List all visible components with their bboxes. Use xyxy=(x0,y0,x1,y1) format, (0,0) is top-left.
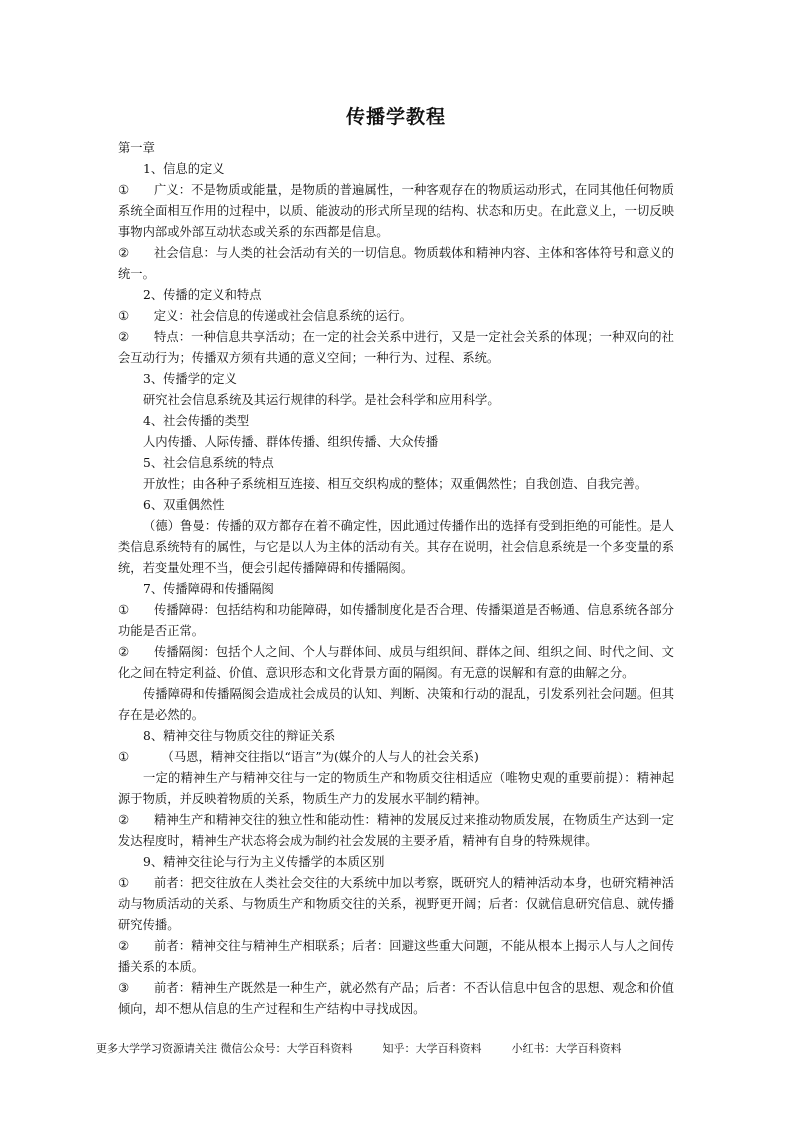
paragraph xyxy=(118,936,674,978)
paragraph: 一定的精神生产与精神交往与一定的物质生产和物质交往相适应（唯物史观的重要前提）：精神起源于物质，并反映着物质的关系，物质生产力的发展水平制约精神。 xyxy=(118,771,674,806)
section-heading: 4、社会传播的类型 xyxy=(143,414,250,428)
section-heading: 5、社会信息系统的特点 xyxy=(143,456,274,470)
section-heading: 2、传播的定义和特点 xyxy=(143,288,262,302)
list-marker: ① xyxy=(118,876,130,890)
list-marker: ① xyxy=(118,183,130,197)
list-marker: ① xyxy=(118,603,130,617)
footer-zhihu: 知乎：大学百科资料 xyxy=(382,1042,482,1055)
list-marker: ① xyxy=(118,750,130,764)
section-heading: 9、精神交往论与行为主义传播学的本质区别 xyxy=(143,855,385,869)
document-page xyxy=(118,104,674,1020)
document-title: 传播学教程 xyxy=(345,106,446,128)
list-marker: ② xyxy=(118,939,130,953)
list-marker: ① xyxy=(118,309,130,323)
list-marker: ② xyxy=(118,246,130,260)
paragraph xyxy=(118,978,674,1020)
paragraph-text: 前者：精神生产既然是一种生产，就必然有产品；后者：不否认信息中包含的思想、观念和价值倾向，却不想从信息的生产过程和生产结构中寻找成因。 xyxy=(118,981,674,1016)
list-marker: ② xyxy=(118,813,130,827)
paragraph xyxy=(118,327,674,369)
paragraph-text: 传播障碍：包括结构和功能障碍，如传播制度化是否合理、传播渠道是否畅通、信息系统各部分功能是否正常。 xyxy=(118,603,674,638)
section-heading: 1、信息的定义 xyxy=(143,162,225,176)
list-marker: ② xyxy=(118,645,130,659)
paragraph: 研究社会信息系统及其运行规律的科学。是社会科学和应用科学。 xyxy=(143,393,500,407)
section-heading: 8、精神交往与物质交往的辩证关系 xyxy=(143,729,336,743)
paragraph-text: 传播隔阂：包括个人之间、个人与群体间、成员与组织间、群体之间、组织之间、时代之间、文化之间在特定利益、价值、意识形态和文化背景方面的隔阂。有无意的误解和有意的曲解之分。 xyxy=(118,645,674,680)
footer-wechat: 更多大学学习资源请关注 微信公众号：大学百科资料 xyxy=(96,1042,353,1055)
paragraph xyxy=(118,747,674,768)
paragraph-text: （马恩，精神交往指以“语言”为(媒介的人与人的社会关系) xyxy=(161,750,479,764)
paragraph xyxy=(118,600,674,642)
paragraph xyxy=(118,873,674,936)
paragraph: 开放性；由各种子系统相互连接、相互交织构成的整体；双重偶然性；自我创造、自我完善。 xyxy=(143,477,648,491)
paragraph xyxy=(118,810,674,852)
chapter-heading: 第一章 xyxy=(118,141,155,155)
paragraph xyxy=(118,642,674,684)
section-heading: 3、传播学的定义 xyxy=(143,372,237,386)
paragraph-text: 前者：把交往放在人类社会交往的大系统中加以考察，既研究人的精神活动本身，也研究精神活动与物质活动的关系、与物质生产和物质交往的关系，视野更开阔；后者：仅就信息研究信息、就传播研究传播。 xyxy=(118,876,674,932)
paragraph-text: 定义：社会信息的传递或社会信息系统的运行。 xyxy=(153,309,412,323)
paragraph xyxy=(118,180,674,243)
page-footer xyxy=(96,1041,652,1057)
list-marker: ③ xyxy=(118,981,130,995)
paragraph-text: 精神生产和精神交往的独立性和能动性：精神的发展反过来推动物质发展，在物质生产达到一定发达程度时，精神生产状态将会成为制约社会发展的主要矛盾，精神有自身的特殊规律。 xyxy=(118,813,674,848)
section-heading: 7、传播障碍和传播隔阂 xyxy=(143,582,274,596)
section-heading: 6、双重偶然性 xyxy=(143,498,225,512)
paragraph-text: 前者：精神交往与精神生产相联系；后者：回避这些重大问题，不能从根本上揭示人与人之间传播关系的本质。 xyxy=(118,939,674,974)
paragraph: 传播障碍和传播隔阂会造成社会成员的认知、判断、决策和行动的混乱，引发系列社会问题。但其存在是必然的。 xyxy=(118,687,674,722)
paragraph-text: 社会信息：与人类的社会活动有关的一切信息。物质载体和精神内容、主体和客体符号和意义的统一。 xyxy=(118,246,674,281)
paragraph: （德）鲁曼：传播的双方都存在着不确定性，因此通过传播作出的选择有受到拒绝的可能性。是人类信息系统特有的属性，与它是以人为主体的活动有关。其存在说明，社会信息系统是一个多变量的系统，若变量处理不当，便会引起传播障碍和传播隔阂。 xyxy=(118,519,674,575)
paragraph-text: 特点：一种信息共享活动；在一定的社会关系中进行，又是一定社会关系的体现；一种双向的社会互动行为；传播双方须有共通的意义空间；一种行为、过程、系统。 xyxy=(118,330,674,365)
paragraph xyxy=(118,306,674,327)
list-marker: ② xyxy=(118,330,130,344)
footer-xiaohongshu: 小红书：大学百科资料 xyxy=(511,1042,622,1055)
paragraph xyxy=(118,243,674,285)
paragraph-text: 广义：不是物质或能量，是物质的普遍属性，一种客观存在的物质运动形式，在同其他任何物质系统全面相互作用的过程中，以质、能波动的形式所呈现的结构、状态和历史。在此意义上，一切反映事物内部或外部互动状态或关系的东西都是信息。 xyxy=(118,183,674,239)
paragraph: 人内传播、人际传播、群体传播、组织传播、大众传播 xyxy=(143,435,439,449)
